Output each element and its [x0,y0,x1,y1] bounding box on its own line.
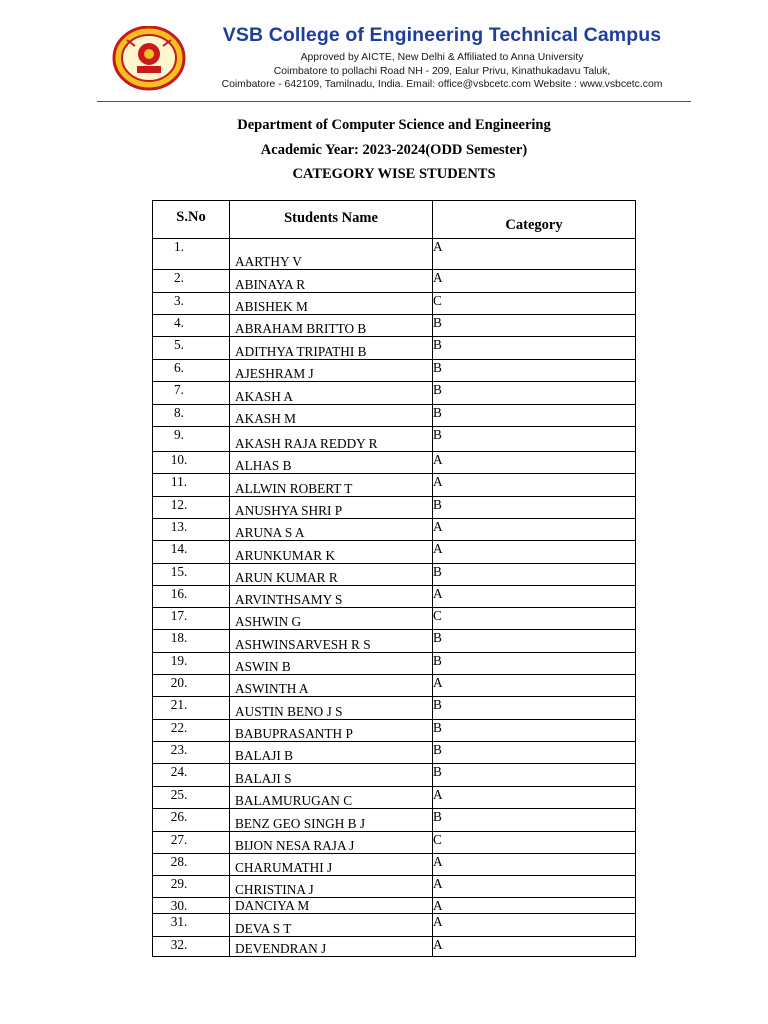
table-row [153,787,636,809]
cell-name: ASHWINSARVESH R S [230,630,433,653]
cell-sno: 2. [153,270,230,293]
cell-name: ARUNA S A [230,519,433,541]
table-row [153,239,636,270]
cell-category: A [433,586,636,608]
academic-year-heading: Academic Year: 2023-2024(ODD Semester) [260,142,528,158]
table-row [153,293,636,315]
cell-category: A [433,854,636,876]
table-row [153,337,636,360]
cell-category: B [433,720,636,742]
table-row [153,832,636,854]
header-divider [97,101,691,102]
cell-name: AKASH A [230,382,433,405]
cell-sno: 7. [153,382,230,405]
cell-category: A [433,914,636,937]
table-row [153,427,636,452]
cell-sno: 17. [153,608,230,630]
students-table [152,200,636,957]
table-row [153,586,636,608]
cell-name: ALLWIN ROBERT T [230,474,433,497]
document-title: CATEGORY WISE STUDENTS [292,166,496,182]
table-row [153,898,636,914]
cell-name: AKASH RAJA REDDY R [230,427,433,452]
table-row [153,742,636,764]
cell-name: ALHAS B [230,452,433,474]
cell-name: ASWINTH A [230,675,433,697]
cell-category: B [433,315,636,337]
cell-name: CHARUMATHI J [230,854,433,876]
table-row [153,608,636,630]
table-row [153,474,636,497]
cell-category: B [433,337,636,360]
cell-sno: 11. [153,474,230,497]
table-row [153,937,636,957]
table-row [153,564,636,586]
table-row [153,653,636,675]
cell-name: ABINAYA R [230,270,433,293]
cell-name: BENZ GEO SINGH B J [230,809,433,832]
cell-sno: 29. [153,876,230,898]
cell-category: B [433,764,636,787]
cell-sno: 6. [153,360,230,382]
cell-category: B [433,653,636,675]
table-row [153,452,636,474]
cell-sno: 28. [153,854,230,876]
cell-name: ASWIN B [230,653,433,675]
cell-name: BIJON NESA RAJA J [230,832,433,854]
cell-sno: 31. [153,914,230,937]
cell-category: B [433,630,636,653]
table-row [153,360,636,382]
cell-category: A [433,541,636,564]
cell-sno: 26. [153,809,230,832]
table-row [153,497,636,519]
cell-name: ADITHYA TRIPATHI B [230,337,433,360]
cell-category: B [433,382,636,405]
cell-sno: 19. [153,653,230,675]
cell-sno: 18. [153,630,230,653]
cell-sno: 8. [153,405,230,427]
cell-sno: 9. [153,427,230,452]
cell-category: B [433,564,636,586]
cell-sno: 1. [153,239,230,270]
column-header-name: Students Name [230,201,433,239]
cell-sno: 32. [153,937,230,957]
cell-sno: 5. [153,337,230,360]
cell-category: A [433,270,636,293]
cell-sno: 20. [153,675,230,697]
cell-name: BALAJI S [230,764,433,787]
cell-sno: 12. [153,497,230,519]
cell-sno: 24. [153,764,230,787]
cell-sno: 3. [153,293,230,315]
cell-category: A [433,519,636,541]
table-row [153,270,636,293]
table-row [153,541,636,564]
cell-name: AARTHY V [230,239,433,270]
cell-sno: 14. [153,541,230,564]
address-line-1: Approved by AICTE, New Delhi & Affiliated to Anna University [300,52,584,63]
college-name: VSB College of Engineering Technical Campus [222,24,662,46]
table-header-row [153,201,636,239]
table-row [153,854,636,876]
table-row [153,675,636,697]
cell-category: B [433,497,636,519]
cell-sno: 25. [153,787,230,809]
table-row [153,697,636,720]
cell-name: AKASH M [230,405,433,427]
table-row [153,630,636,653]
column-header-category: Category [433,201,636,239]
cell-category: B [433,427,636,452]
cell-sno: 23. [153,742,230,764]
cell-sno: 10. [153,452,230,474]
cell-sno: 30. [153,898,230,914]
cell-category: B [433,697,636,720]
cell-sno: 22. [153,720,230,742]
table-row [153,519,636,541]
cell-category: B [433,809,636,832]
cell-category: C [433,608,636,630]
cell-sno: 16. [153,586,230,608]
cell-name: BALAMURUGAN C [230,787,433,809]
cell-category: A [433,452,636,474]
cell-category: C [433,293,636,315]
table-row [153,914,636,937]
cell-name: BABUPRASANTH P [230,720,433,742]
cell-category: A [433,898,636,914]
cell-sno: 21. [153,697,230,720]
address-line-3: Coimbatore - 642109, Tamilnadu, India. Email: office@vsbcetc.com Website : www.vsbcetc.com [221,79,663,90]
table-body [153,239,636,957]
cell-category: A [433,474,636,497]
cell-category: B [433,742,636,764]
cell-category: C [433,832,636,854]
department-heading: Department of Computer Science and Engineering [237,117,551,133]
table-row [153,405,636,427]
cell-name: AUSTIN BENO J S [230,697,433,720]
cell-sno: 27. [153,832,230,854]
cell-category: A [433,876,636,898]
table-row [153,876,636,898]
table-row [153,720,636,742]
cell-name: ASHWIN G [230,608,433,630]
table-row [153,809,636,832]
cell-sno: 15. [153,564,230,586]
table-row [153,764,636,787]
cell-name: ANUSHYA SHRI P [230,497,433,519]
college-logo [111,26,189,92]
cell-name: BALAJI B [230,742,433,764]
table-row [153,315,636,337]
cell-category: A [433,239,636,270]
address-line-2: Coimbatore to pollachi Road NH - 209, Ealur Privu, Kinathukadavu Taluk, [273,66,611,77]
cell-name: ARUNKUMAR K [230,541,433,564]
cell-name: DEVA S T [230,914,433,937]
cell-name: ARUN KUMAR R [230,564,433,586]
cell-sno: 4. [153,315,230,337]
cell-name: ABISHEK M [230,293,433,315]
cell-name: CHRISTINA J [230,876,433,898]
column-header-sno: S.No [153,201,230,239]
cell-category: A [433,675,636,697]
cell-category: A [433,787,636,809]
cell-category: A [433,937,636,957]
cell-name: ABRAHAM BRITTO B [230,315,433,337]
cell-name: AJESHRAM J [230,360,433,382]
cell-name: DANCIYA M [230,898,433,914]
table-row [153,382,636,405]
cell-category: B [433,405,636,427]
cell-category: B [433,360,636,382]
cell-name: ARVINTHSAMY S [230,586,433,608]
cell-name: DEVENDRAN J [230,937,433,957]
cell-sno: 13. [153,519,230,541]
